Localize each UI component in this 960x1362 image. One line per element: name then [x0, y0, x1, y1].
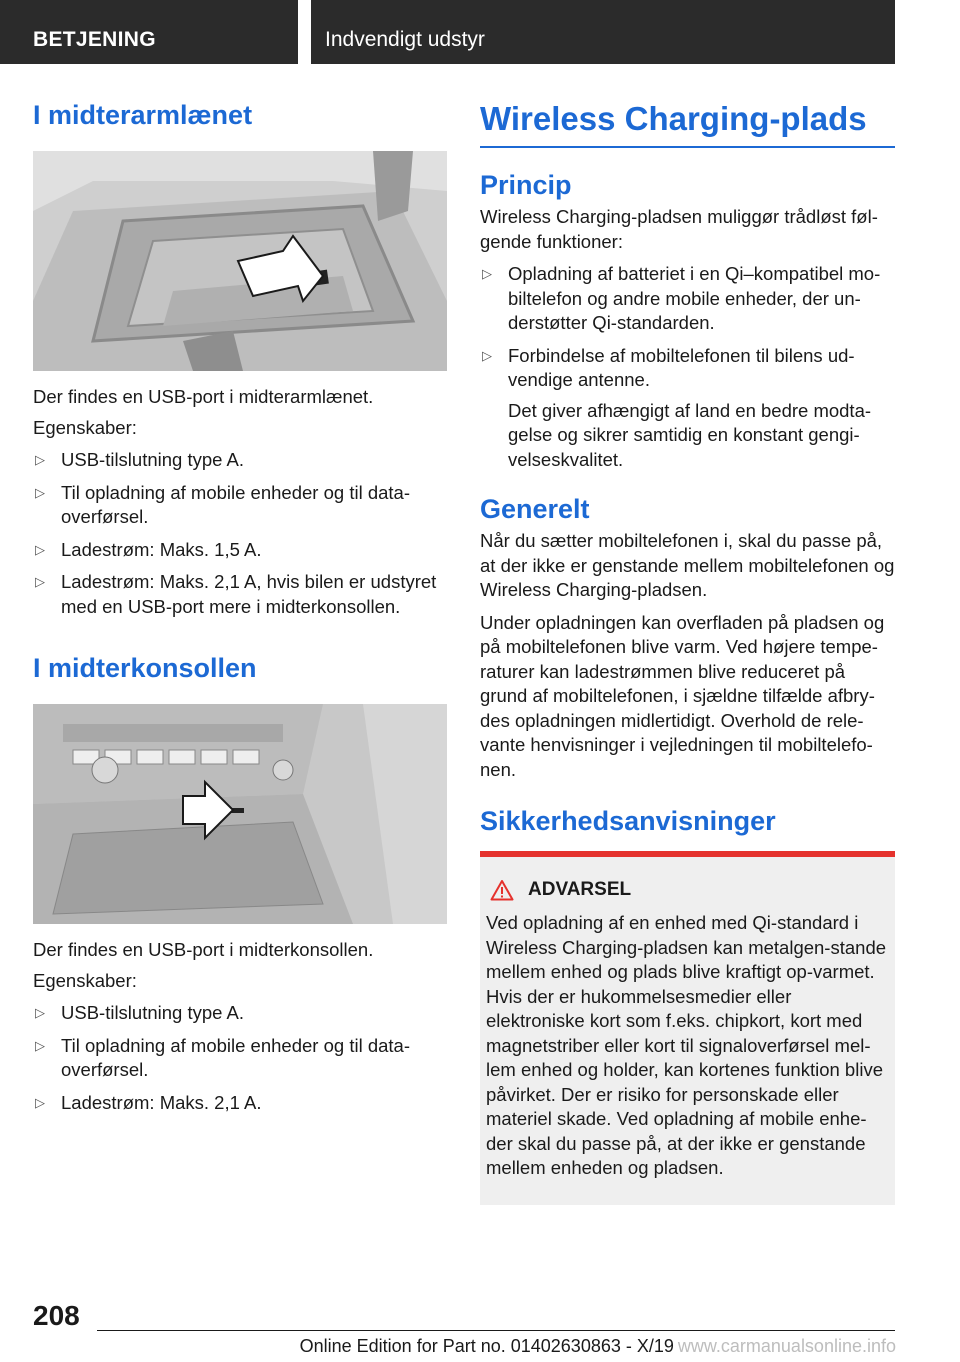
principle-item-continuation: Det giver afhængigt af land en bedre modta-gelse og sikrer samtidig en konstant gengi-velseskvalitet. — [508, 399, 872, 470]
console-usb-illustration — [33, 704, 447, 924]
list-item: ▷ Til opladning af mobile enheder og til data-overførsel. — [35, 481, 410, 527]
armrest-props-label: Egenskaber: — [33, 416, 137, 438]
triangle-bullet-icon: ▷ — [35, 574, 45, 589]
header-chapter-label: Indvendigt udstyr — [325, 28, 485, 51]
principle-intro: Wireless Charging-pladsen muliggør trådløst føl-gende funktioner: — [480, 206, 878, 252]
list-item: ▷ Ladestrøm: Maks. 2,1 A, hvis bilen er udstyret med en USB-port mere i midterkonsollen. — [35, 571, 437, 617]
footer-edition — [300, 1336, 896, 1357]
left-column — [33, 100, 447, 1115]
general-heading: Generelt — [480, 494, 590, 524]
triangle-bullet-icon: ▷ — [482, 266, 492, 281]
triangle-bullet-icon: ▷ — [482, 347, 492, 363]
triangle-bullet-icon: ▷ — [35, 541, 45, 557]
header-section-tab — [0, 0, 298, 64]
triangle-bullet-icon: ▷ — [35, 484, 45, 500]
header-section-label: BETJENING — [33, 28, 156, 51]
armrest-usb-illustration — [33, 151, 447, 371]
list-item: ▷ Ladestrøm: Maks. 1,5 A. — [33, 538, 447, 563]
header-chapter-tab — [311, 0, 895, 64]
list-item: ▷ Til opladning af mobile enheder og til data-overførsel. — [35, 1034, 410, 1080]
triangle-bullet-icon: ▷ — [35, 452, 45, 467]
right-column — [480, 100, 895, 1205]
console-props-label: Egenskaber: — [33, 969, 137, 991]
edition-text: Online Edition for Part no. 01402630863 - X/19 — [299, 1336, 674, 1356]
principle-list — [480, 262, 895, 472]
general-paragraph-2: Under opladningen kan overfladen på pladsen og på mobiltelefonen blive varm. Ved højere tempe-raturer kan ladestrømmen blive reduceret på grund af mobiltelefonen, i sjældne tilfælde afbry-des opladningen midlertidigt. Overhold de rele-vante henvisninger i vejledningen til mobiltelefo-nen. — [480, 611, 885, 780]
triangle-bullet-icon: ▷ — [35, 1005, 45, 1020]
wireless-charging-title: Wireless Charging-plads — [480, 100, 895, 148]
general-paragraph-1: Når du sætter mobiltelefonen i, skal du passe på, at der ikke er genstande mellem mobiltelefonen og Wireless Charging-pladsen. — [480, 530, 895, 600]
list-item: ▷ Forbindelse af mobiltelefonen til bilens ud-vendige antenne. Det giver afhængigt af land en bedre modta-gelse og sikrer samtidig en konstant gengi-velseskvalitet. — [480, 344, 895, 473]
list-item: ▷ USB-tilslutning type A. — [33, 1001, 447, 1026]
principle-heading: Princip — [480, 170, 572, 200]
triangle-bullet-icon: ▷ — [35, 1094, 45, 1110]
safety-heading: Sikkerhedsanvisninger — [480, 806, 776, 836]
warning-box — [480, 857, 895, 1205]
console-property-list — [33, 1001, 447, 1115]
warning-triangle-icon — [490, 879, 514, 901]
armrest-property-list — [33, 448, 447, 619]
list-item: ▷ Ladestrøm: Maks. 2,1 A. — [33, 1091, 447, 1116]
console-intro: Der findes en USB-port i midterkonsollen. — [33, 939, 374, 960]
armrest-intro: Der findes en USB-port i midterarmlænet. — [33, 386, 374, 407]
armrest-heading: I midterarmlænet — [33, 100, 253, 130]
warning-text: Ved opladning af en enhed med Qi-standard i Wireless Charging-pladsen kan metalgen-stande mellem enhed og plads blive kraftigt op-varmet. Hvis der er hukommelsesmedier eller elektroniske kort som f.eks. chipkort, kort med magnetstriber eller kort til signaloverførsel mel-lem enhed og holder, kan kortenes funktion blive påvirket. Der er risiko for personskade eller materiel skade. Ved opladning af mobile enhe-der skal du passe på, at der ikke er genstande mellem enheden og pladsen. — [486, 912, 887, 1178]
list-item: ▷ Opladning af batteriet i en Qi–kompatibel mo-biltelefon og andre mobile enheder, der un-derstøtter Qi-standarden. — [482, 263, 881, 333]
triangle-bullet-icon: ▷ — [35, 1037, 45, 1053]
list-item: ▷ USB-tilslutning type A. — [33, 448, 447, 473]
warning-label: ADVARSEL — [528, 879, 632, 900]
watermark-text: www.carmanualsonline.info — [677, 1336, 896, 1356]
page-number: 208 — [33, 1300, 80, 1331]
footer-divider — [97, 1330, 895, 1331]
warning-header — [486, 879, 887, 901]
console-heading: I midterkonsollen — [33, 653, 257, 683]
